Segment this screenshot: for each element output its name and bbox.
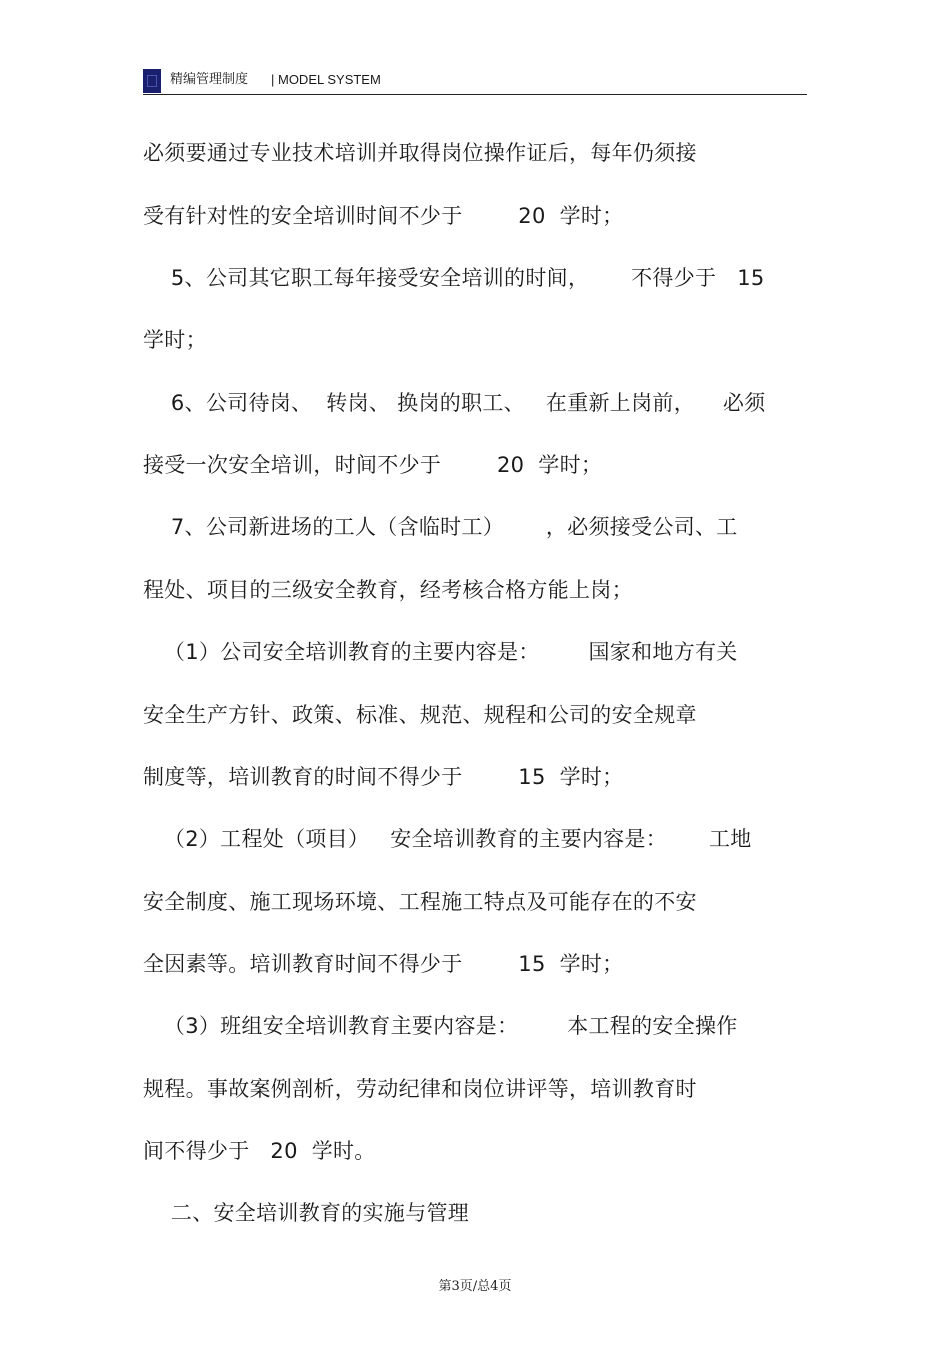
page-header bbox=[143, 66, 807, 95]
text-line: 安全生产方针、政策、标准、规范、规程和公司的安全规章 bbox=[143, 703, 697, 727]
text-line: 5、公司其它职工每年接受安全培训的时间， 不得少于 15 bbox=[143, 266, 765, 290]
text-line: （1）公司安全培训教育的主要内容是： 国家和地方有关 bbox=[143, 640, 738, 664]
text-line: 全因素等。培训教育时间不得少于 15 学时； bbox=[143, 952, 624, 976]
header-subtitle: | MODEL SYSTEM bbox=[271, 72, 381, 87]
text-line: 7、公司新进场的工人（含临时工） ，必须接受公司、工 bbox=[143, 515, 738, 539]
text-line: 安全制度、施工现场环境、工程施工特点及可能存在的不安 bbox=[143, 890, 697, 914]
text-line: 受有针对性的安全培训时间不少于 20 学时； bbox=[143, 204, 624, 228]
text-line: 必须要通过专业技术培训并取得岗位操作证后，每年仍须接 bbox=[143, 141, 697, 165]
text-line: 规程。事故案例剖析，劳动纪律和岗位讲评等，培训教育时 bbox=[143, 1077, 697, 1101]
text-line: 接受一次安全培训，时间不少于 20 学时； bbox=[143, 453, 603, 477]
section-heading: 二、安全培训教育的实施与管理 bbox=[143, 1201, 470, 1225]
text-line: 6、公司待岗、 转岗、 换岗的职工、 在重新上岗前， 必须 bbox=[143, 391, 766, 415]
text-line: 制度等，培训教育的时间不得少于 15 学时； bbox=[143, 765, 624, 789]
text-line: 程处、项目的三级安全教育，经考核合格方能上岗； bbox=[143, 578, 633, 602]
text-line: 学时； bbox=[143, 328, 207, 352]
page-number: 第3页/总4页 bbox=[438, 1279, 512, 1294]
logo-icon bbox=[143, 69, 161, 93]
text-line: （2）工程处（项目） 安全培训教育的主要内容是： 工地 bbox=[143, 827, 752, 851]
text-line: （3）班组安全培训教育主要内容是： 本工程的安全操作 bbox=[143, 1014, 738, 1038]
header-title: 精编管理制度 bbox=[170, 72, 249, 87]
text-line: 间不得少于 20 学时。 bbox=[143, 1139, 376, 1163]
